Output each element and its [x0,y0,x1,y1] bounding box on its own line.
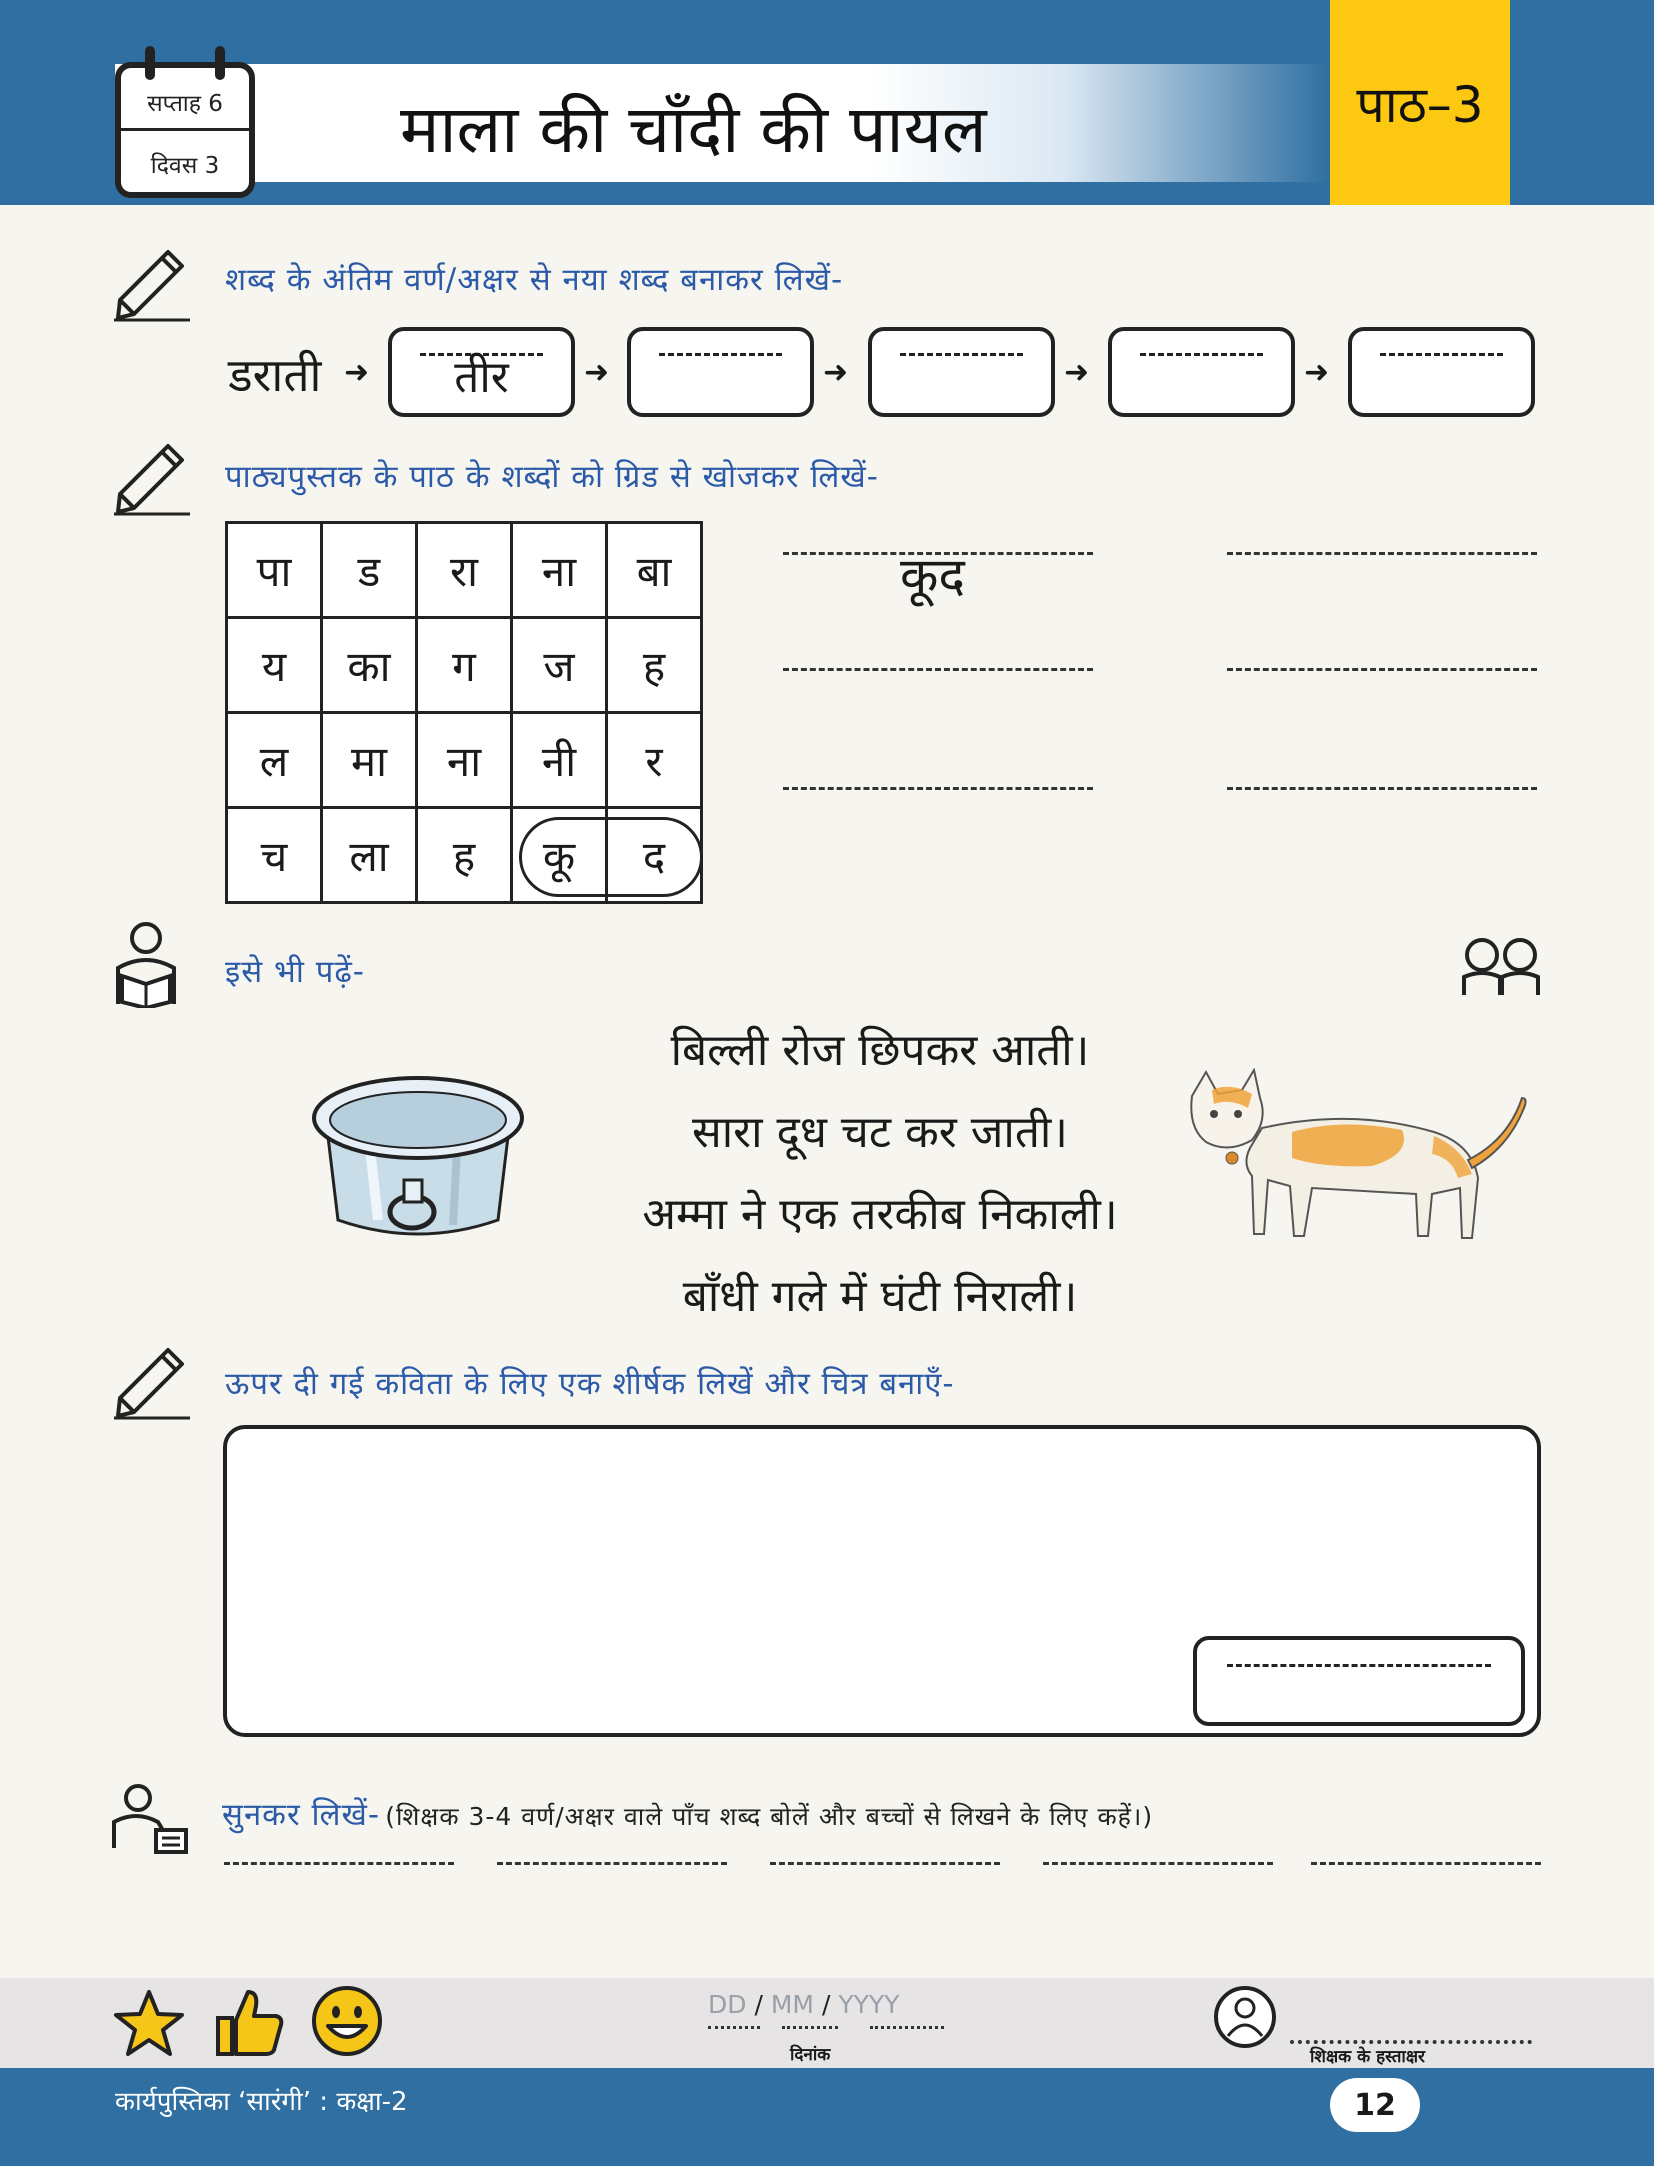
arrow-icon: ➜ [344,355,370,390]
arrow-icon: ➜ [823,355,849,390]
grid-cell[interactable]: ला [322,808,417,903]
date-dd: DD [708,1990,747,2019]
book-name: कार्यपुस्तिका ‘सारंगी’ : कक्षा-2 [115,2087,408,2117]
chain-box-1[interactable] [388,327,575,417]
grid-row [227,618,702,713]
poem-line: अम्मा ने एक तरकीब निकाली। [642,1189,1118,1240]
cat-illustration [1172,1068,1532,1244]
day-label: दिवस 3 [150,153,220,179]
chain-box-2[interactable] [627,327,814,417]
poem-line: बिल्ली रोज छिपकर आती। [670,1025,1090,1076]
date-dots [782,2026,838,2029]
dictation-line[interactable] [497,1862,727,1865]
star-icon[interactable] [112,1988,186,2058]
date-yyyy: YYYY [838,1990,900,2019]
date-label: दिनांक [790,2045,831,2065]
reader-icon [108,918,184,1008]
chain-instruction: शब्द के अंतिम वर्ण/अक्षर से नया शब्द बनाकर लिखें- [225,262,844,298]
dictation-line[interactable] [1311,1862,1541,1865]
poem-line: बाँधी गले में घंटी निराली। [682,1271,1078,1322]
grid-cell[interactable]: नी [512,713,607,808]
answer-line[interactable] [1227,668,1537,671]
date-dots [708,2026,760,2029]
grid-instruction: पाठ्यपुस्तक के पाठ के शब्दों को ग्रिड से खोजकर लिखें- [225,459,879,495]
chain-start-word: डराती [228,348,322,402]
signature-label: शिक्षक के हस्ताक्षर [1310,2047,1425,2067]
grid-cell[interactable]: का [322,618,417,713]
arrow-icon: ➜ [1064,355,1090,390]
listening-icon [106,1782,192,1854]
grid-cell[interactable]: च [227,808,322,903]
lesson-tab: पाठ–3 [1330,0,1510,205]
dash-line [1380,353,1503,356]
grid-cell[interactable]: ना [512,523,607,618]
chain-box-3[interactable] [868,327,1055,417]
grid-cell[interactable]: ल [227,713,322,808]
example-answer: कूद [900,547,965,605]
pot-illustration [308,1070,528,1242]
pencil-icon [110,1336,194,1420]
date-field[interactable] [708,1990,899,2019]
arrow-icon: ➜ [584,355,610,390]
grid-cell[interactable]: ना [417,713,512,808]
pair-work-icon [1458,933,1544,997]
week-label: सप्ताह 6 [147,91,223,117]
dictation-line[interactable] [224,1862,454,1865]
answer-line[interactable] [1227,787,1537,790]
chain-box-4[interactable] [1108,327,1295,417]
date-dots [870,2026,944,2029]
calendar-divider [121,128,249,131]
dash-line [659,353,782,356]
dash-line [1140,353,1263,356]
dictation-label: सुनकर लिखें- [222,1797,381,1833]
grid-cell[interactable]: र [607,713,702,808]
dictation-line[interactable] [770,1862,1000,1865]
grid-cell[interactable]: बा [607,523,702,618]
answer-line[interactable] [1227,552,1537,555]
grid-cell[interactable]: कू [512,808,607,903]
grid-cell[interactable]: पा [227,523,322,618]
calendar-ring [215,46,225,80]
date-separator: / [821,1990,831,2019]
pencil-icon [110,432,194,516]
dictation-note: (शिक्षक 3-4 वर्ण/अक्षर वाले पाँच शब्द बोलें और बच्चों से लिखने के लिए कहें।) [385,1802,1154,1831]
answer-line[interactable] [783,668,1093,671]
thumbs-up-icon[interactable] [214,1986,286,2058]
page-number: 12 [1330,2078,1420,2132]
poem [580,1010,1180,1338]
teacher-icon [1212,1984,1278,2050]
poem-line: सारा दूध चट कर जाती। [691,1107,1068,1158]
grid-cell[interactable]: ह [417,808,512,903]
dictation-line[interactable] [1043,1862,1273,1865]
grid-cell[interactable]: द [607,808,702,903]
grid-cell[interactable]: ज [512,618,607,713]
chain-answer: तीर [454,352,509,403]
answer-circle [519,817,703,897]
arrow-icon: ➜ [1304,355,1330,390]
grid-cell[interactable]: ड [322,523,417,618]
chain-box-5[interactable] [1348,327,1535,417]
dictation-instruction [222,1793,1153,1835]
grid-row [227,523,702,618]
dash-line [900,353,1023,356]
calendar-icon [115,62,255,198]
grid-row [227,713,702,808]
grid-cell[interactable]: ह [607,618,702,713]
date-separator: / [754,1990,763,2019]
page-title: माला की चाँदी की पायल [400,91,987,168]
grid-cell[interactable]: य [227,618,322,713]
answer-line[interactable] [783,787,1093,790]
draw-instruction: ऊपर दी गई कविता के लिए एक शीर्षक लिखें और चित्र बनाएँ- [225,1366,955,1402]
grid-cell[interactable]: मा [322,713,417,808]
pencil-icon [110,238,194,322]
poem-title-box[interactable] [1193,1636,1525,1726]
read-instruction: इसे भी पढ़ें- [225,954,365,990]
date-mm: MM [770,1990,814,2019]
smiley-icon[interactable] [310,1984,384,2058]
dash-line [1227,1664,1491,1667]
calendar-ring [145,46,155,80]
grid-cell[interactable]: ग [417,618,512,713]
grid-cell[interactable]: रा [417,523,512,618]
